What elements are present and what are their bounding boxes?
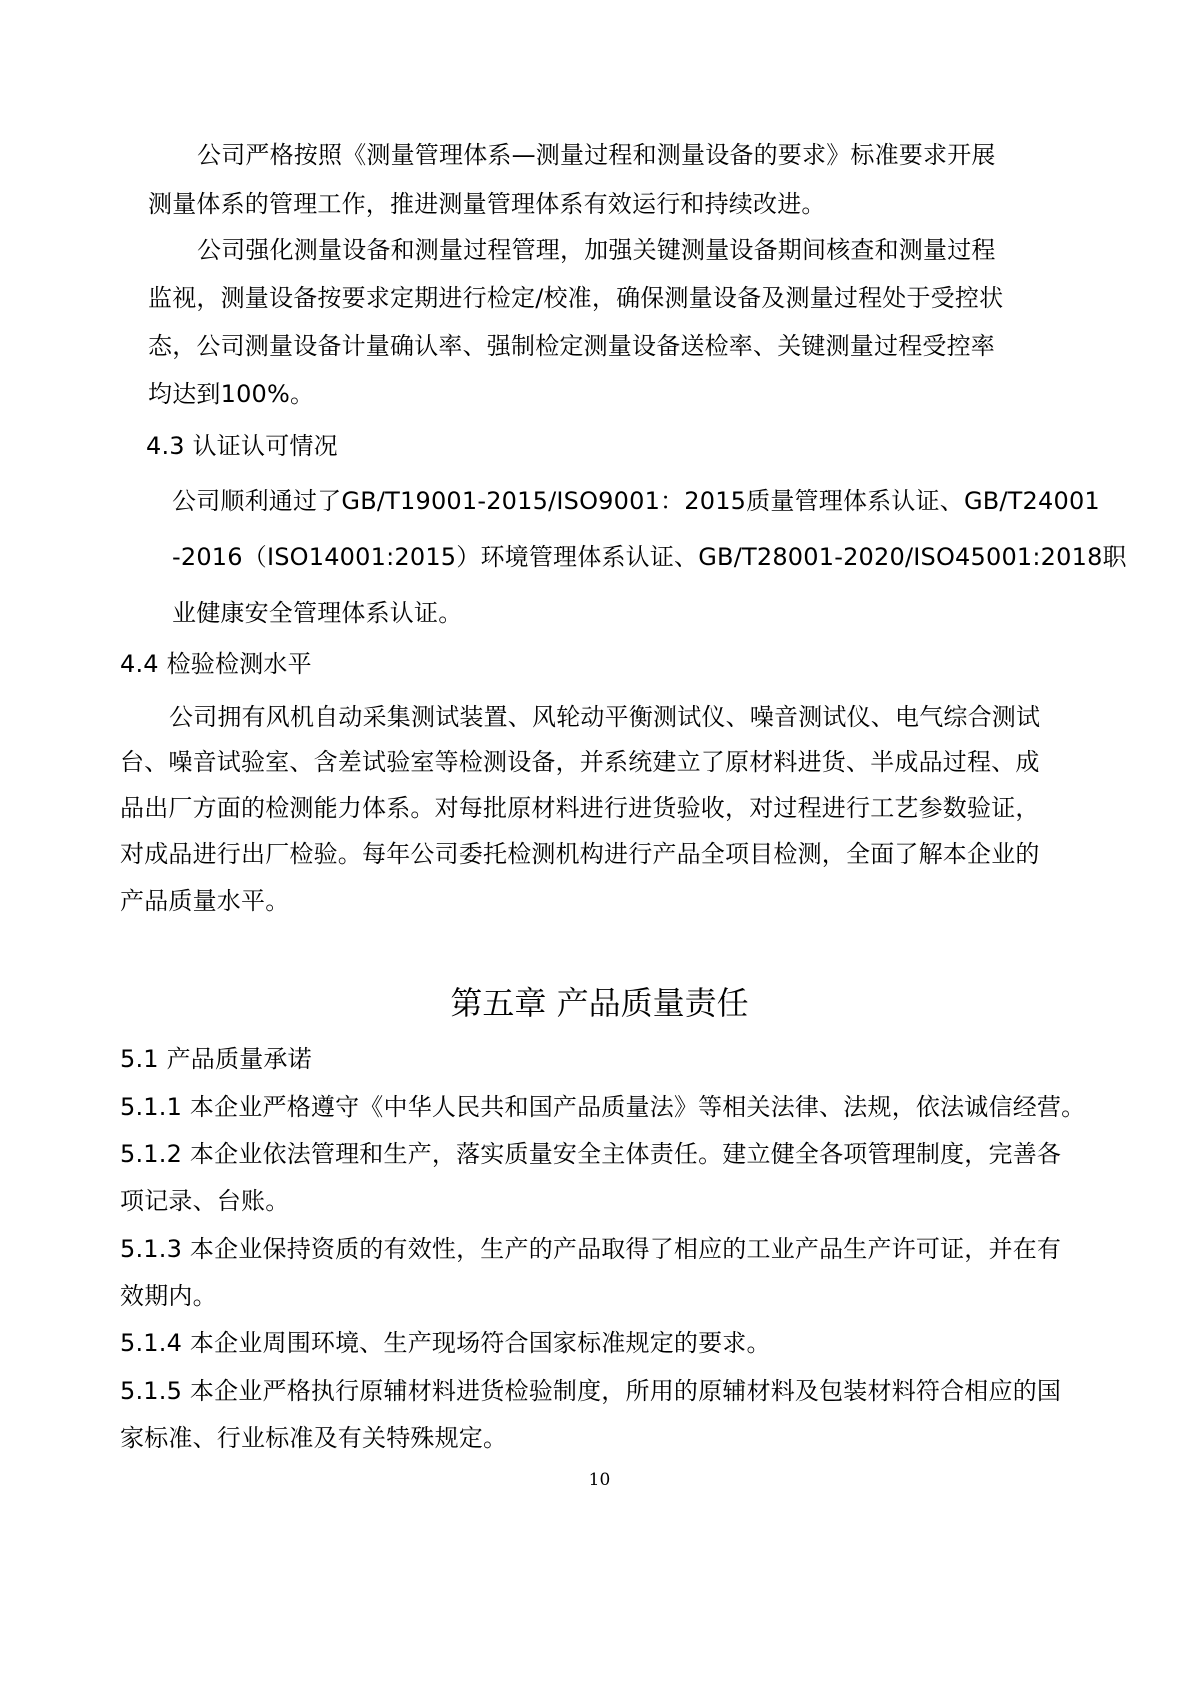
- section-heading: 4.3 认证认可情况: [146, 432, 338, 460]
- paragraph-line: 家标准、行业标准及有关特殊规定。: [120, 1424, 508, 1452]
- paragraph-line: 5.1.4 本企业周围环境、生产现场符合国家标准规定的要求。: [120, 1329, 771, 1357]
- paragraph-line: 公司强化测量设备和测量过程管理，加强关键测量设备期间核查和测量过程: [197, 236, 996, 264]
- paragraph-line: 5.1.2 本企业依法管理和生产，落实质量安全主体责任。建立健全各项管理制度，完善各: [120, 1140, 1062, 1168]
- paragraph-line: 5.1.3 本企业保持资质的有效性，生产的产品取得了相应的工业产品生产许可证，并在有: [120, 1235, 1062, 1263]
- paragraph-line: 5.1.5 本企业严格执行原辅材料进货检验制度，所用的原辅材料及包装材料符合相应的国: [120, 1377, 1062, 1405]
- paragraph-line: 公司顺利通过了GB/T19001-2015/ISO9001：2015质量管理体系认证、GB/T24001: [172, 487, 1100, 515]
- page-number: 10: [588, 1470, 611, 1490]
- paragraph-line: 品出厂方面的检测能力体系。对每批原材料进行进货验收，对过程进行工艺参数验证，: [120, 794, 1040, 822]
- section-heading: 4.4 检验检测水平: [120, 650, 312, 678]
- paragraph-line: 公司拥有风机自动采集测试装置、风轮动平衡测试仪、噪音测试仪、电气综合测试: [169, 703, 1041, 731]
- paragraph-line: 监视，测量设备按要求定期进行检定/校准，确保测量设备及测量过程处于受控状: [148, 284, 1004, 312]
- paragraph-line: 业健康安全管理体系认证。: [172, 599, 463, 627]
- chapter-title: 第五章 产品质量责任: [450, 984, 749, 1022]
- paragraph-line: 对成品进行出厂检验。每年公司委托检测机构进行产品全项目检测，全面了解本企业的: [120, 840, 1040, 868]
- paragraph-line: 均达到100%。: [148, 380, 315, 408]
- paragraph-line: 态，公司测量设备计量确认率、强制检定测量设备送检率、关键测量过程受控率: [148, 332, 995, 360]
- paragraph-line: 测量体系的管理工作，推进测量管理体系有效运行和持续改进。: [148, 190, 826, 218]
- paragraph-line: -2016（ISO14001:2015）环境管理体系认证、GB/T28001-2020/ISO45001:2018职: [172, 543, 1127, 571]
- paragraph-line: 5.1.1 本企业严格遵守《中华人民共和国产品质量法》等相关法律、法规，依法诚信经营。: [120, 1093, 1086, 1121]
- paragraph-line: 项记录、台账。: [120, 1187, 290, 1215]
- section-heading: 5.1 产品质量承诺: [120, 1045, 312, 1073]
- paragraph-line: 台、噪音试验室、含差试验室等检测设备，并系统建立了原材料进货、半成品过程、成: [120, 748, 1040, 776]
- paragraph-line: 公司严格按照《测量管理体系—测量过程和测量设备的要求》标准要求开展: [197, 141, 996, 169]
- paragraph-line: 效期内。: [120, 1282, 217, 1310]
- paragraph-line: 产品质量水平。: [120, 887, 290, 915]
